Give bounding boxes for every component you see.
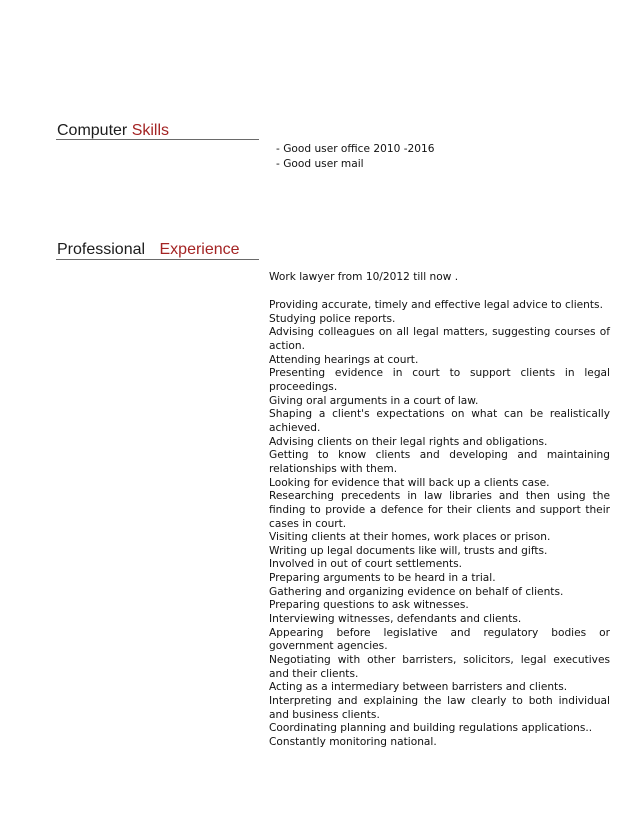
duty-item: Gathering and organizing evidence on behalf of clients. <box>269 585 564 598</box>
computer-skills-heading-word1: Computer <box>57 122 128 139</box>
duty-item: Negotiating with other barristers, solicitors, legal executives and their clients. <box>269 654 610 680</box>
duty-item: Giving oral arguments in a court of law. <box>269 394 479 407</box>
skill-item: - Good user office 2010 -2016 <box>276 143 435 155</box>
professional-experience-heading-word1: Professional <box>57 241 146 258</box>
professional-experience-heading-word2: Experience <box>159 241 240 258</box>
duty-item: Researching precedents in law libraries and then using the finding to provide a defence for their clients and support their cases in court. <box>269 490 610 530</box>
duties-list <box>269 299 610 750</box>
duty-item: Preparing arguments to be heard in a trial. <box>269 572 496 585</box>
computer-skills-heading <box>57 123 169 139</box>
duty-item: Interpreting and explaining the law clearly to both individual and business clients. <box>269 695 610 721</box>
duty-item: Writing up legal documents like will, trusts and gifts. <box>269 544 548 557</box>
duty-item: Involved in out of court settlements. <box>269 558 463 571</box>
duty-item: Providing accurate, timely and effective legal advice to clients. <box>269 299 603 311</box>
skill-item: - Good user mail <box>276 158 364 170</box>
duty-item: Looking for evidence that will back up a clients case. <box>269 476 550 489</box>
computer-skills-heading-word2: Skills <box>131 122 170 139</box>
duty-item: Preparing questions to ask witnesses. <box>269 599 469 612</box>
duty-item: Interviewing witnesses, defendants and clients. <box>269 613 522 626</box>
duty-item: Advising clients on their legal rights and obligations. <box>269 435 548 448</box>
computer-skills-list <box>276 142 434 172</box>
work-period: Work lawyer from 10/2012 till now . <box>269 271 459 283</box>
professional-experience-heading <box>57 242 240 258</box>
duty-item: Getting to know clients and developing and maintaining relationships with them. <box>269 449 610 475</box>
duty-item: Shaping a client's expectations on what can be realistically achieved. <box>269 408 610 434</box>
duty-item: Visiting clients at their homes, work places or prison. <box>269 531 551 544</box>
duty-item: Presenting evidence in court to support clients in legal proceedings. <box>269 367 610 393</box>
duty-item: Attending hearings at court. <box>269 353 419 366</box>
computer-skills-divider <box>56 139 259 140</box>
duty-item: Acting as a intermediary between barristers and clients. <box>269 681 568 694</box>
duty-item: Studying police reports. <box>269 312 396 325</box>
duty-item: Advising colleagues on all legal matters, suggesting courses of action. <box>269 326 610 352</box>
duty-item: Appearing before legislative and regulatory bodies or government agencies. <box>269 626 610 653</box>
duty-item: Coordinating planning and building regulations applications.. <box>269 722 593 735</box>
duty-item: Constantly monitoring national. <box>269 736 437 748</box>
professional-experience-divider <box>56 259 259 260</box>
